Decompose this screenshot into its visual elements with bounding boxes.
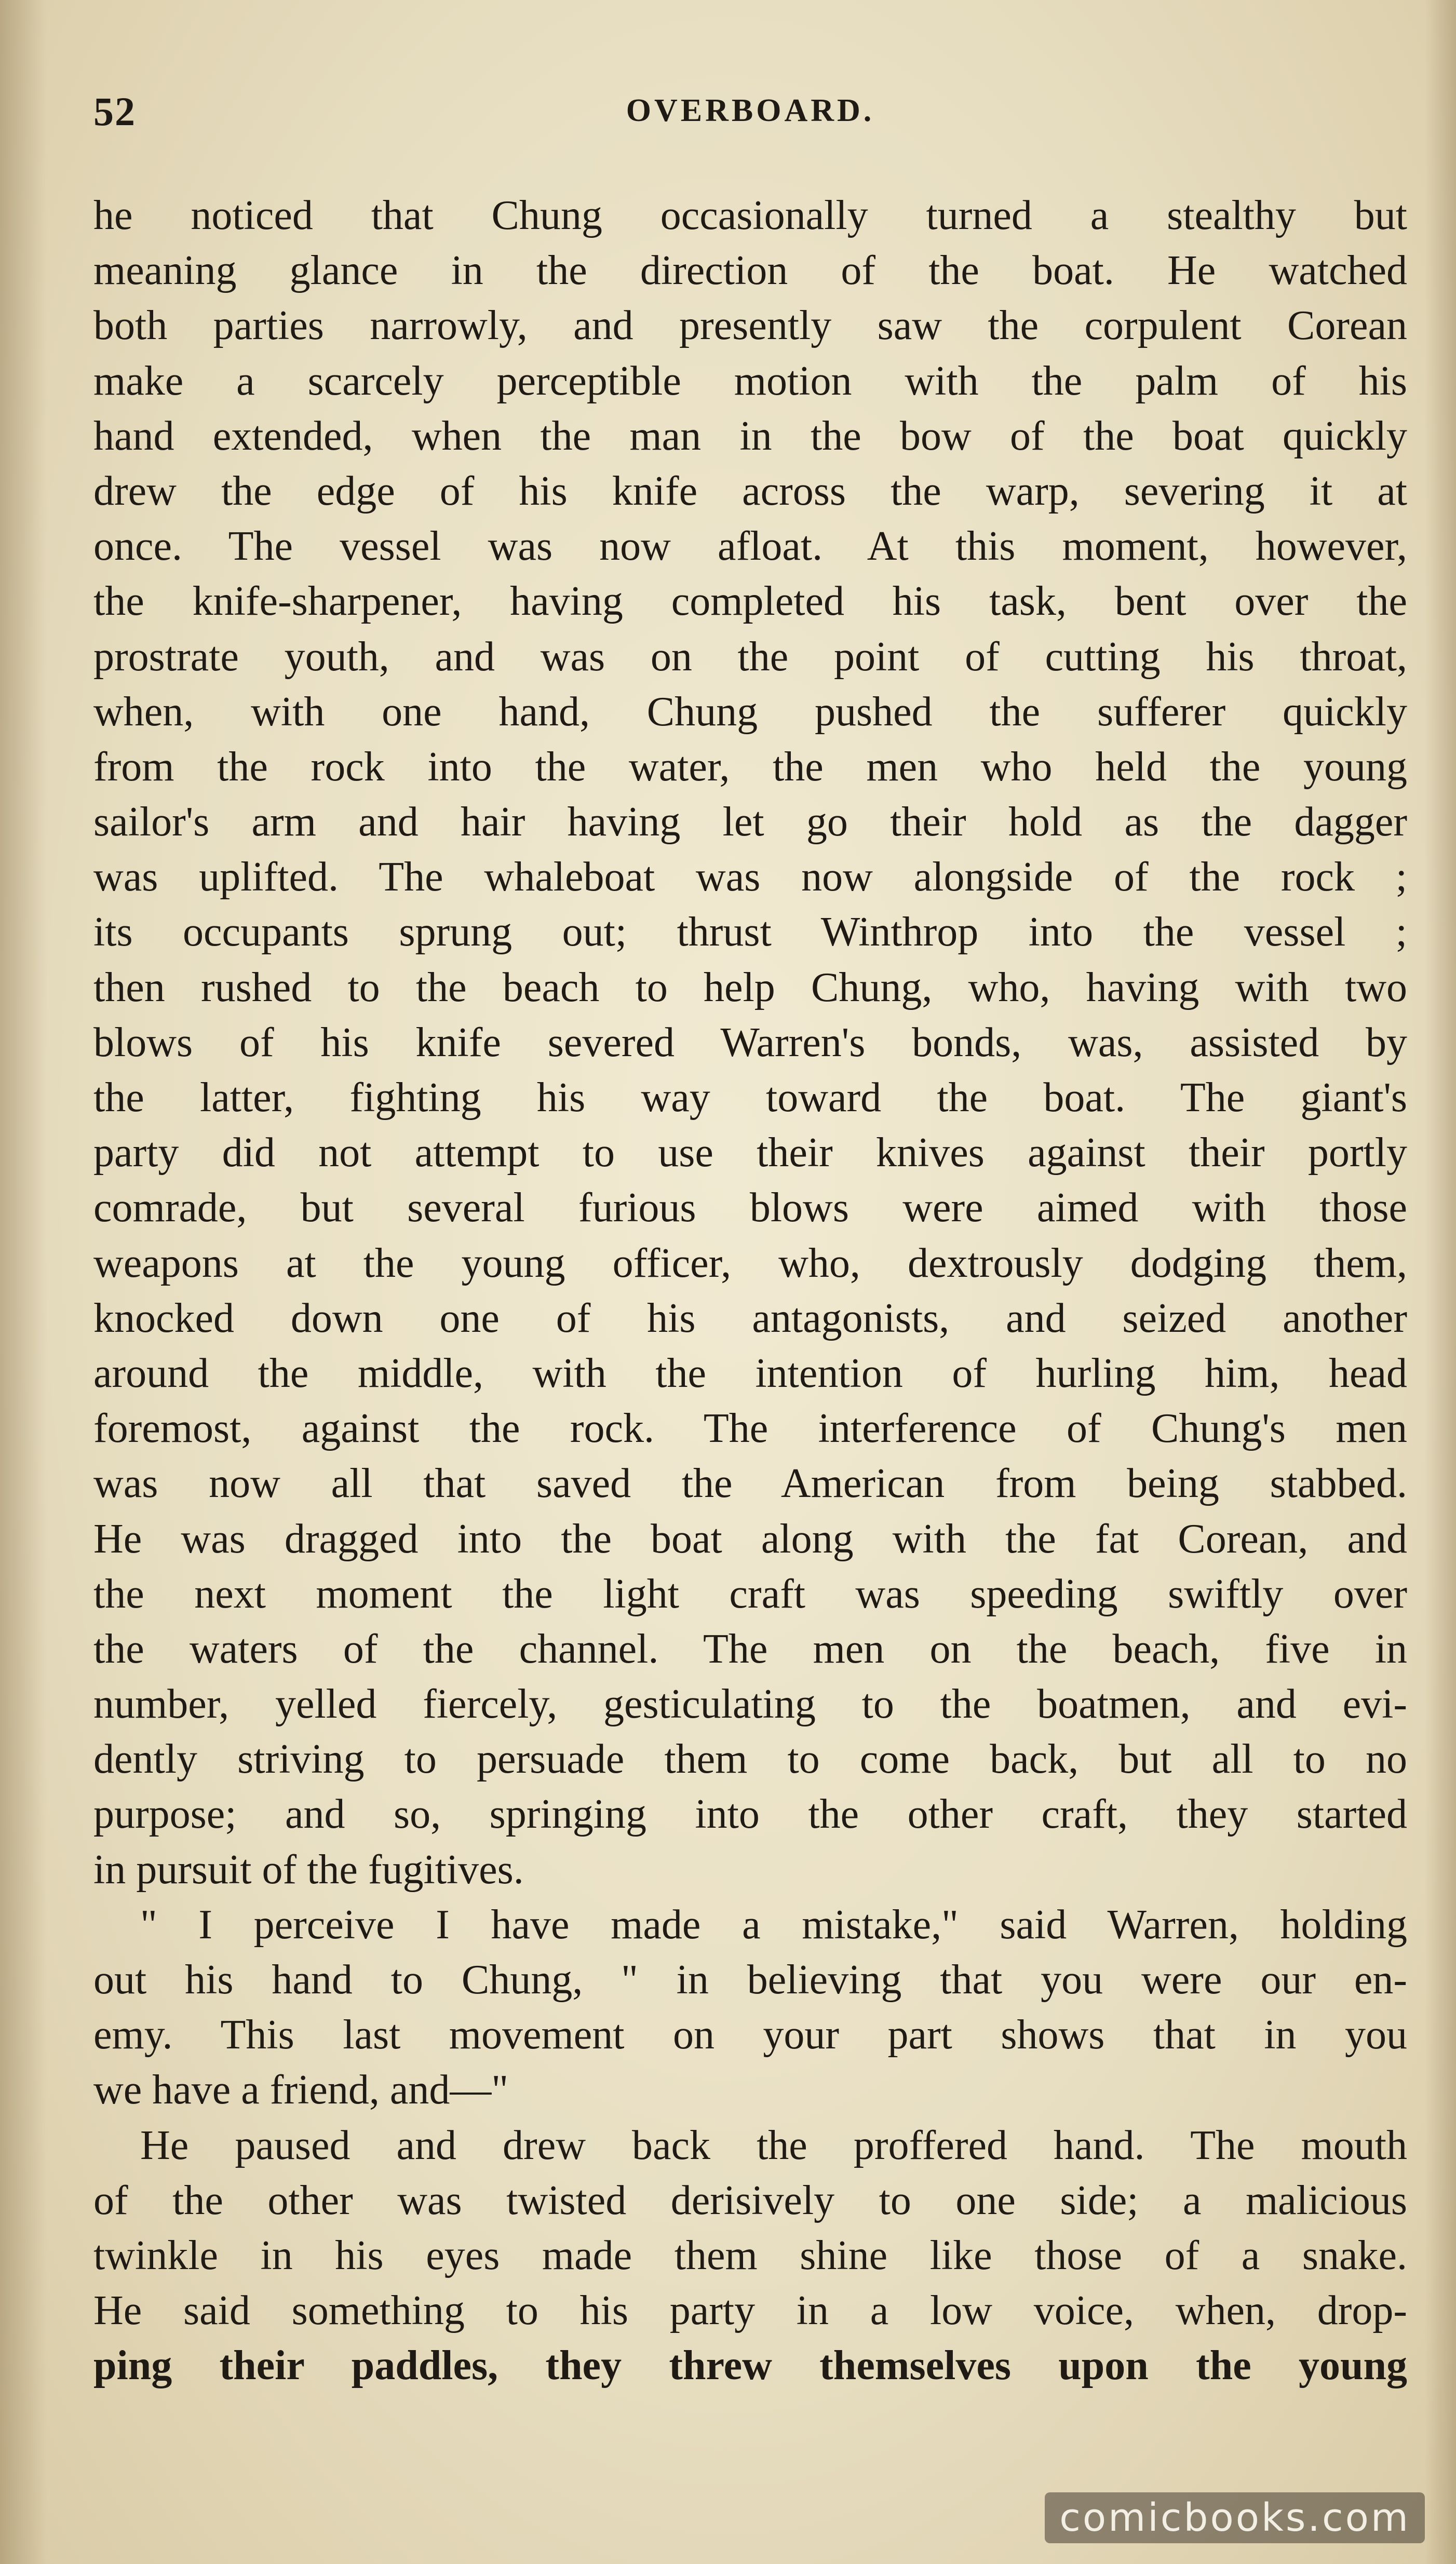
text-line: from the rock into the water, the men who held the young	[93, 744, 1407, 790]
text-line: comrade, but several furious blows were aimed with those	[93, 1185, 1407, 1231]
text-line: he noticed that Chung occasionally turned a stealthy but	[93, 193, 1407, 238]
text-line: we have a friend, and—"	[93, 2067, 508, 2113]
text-line: drew the edge of his knife across the warp, severing it at	[93, 468, 1407, 514]
body-text	[93, 188, 1407, 2394]
text-line: the waters of the channel. The men on the beach, five in	[93, 1626, 1407, 1672]
text-line: He paused and drew back the proffered hand. The mouth	[140, 2122, 1407, 2168]
text-line: once. The vessel was now afloat. At this moment, however,	[93, 523, 1407, 570]
text-line: of the other was twisted derisively to one side; a malicious	[93, 2177, 1407, 2223]
text-line: twinkle in his eyes made them shine like those of a snake.	[93, 2232, 1407, 2278]
running-head: OVERBOARD.	[626, 93, 875, 128]
text-line: weapons at the young officer, who, dextrously dodging them,	[93, 1240, 1407, 1286]
text-line: in pursuit of the fugitives.	[93, 1846, 524, 1893]
text-line: number, yelled fiercely, gesticulating to the boatmen, and evi-	[93, 1681, 1407, 1728]
text-line: foremost, against the rock. The interference of Chung's men	[93, 1406, 1407, 1452]
text-line: ping their paddles, they threw themselves upon the young	[93, 2343, 1407, 2389]
text-line: then rushed to the beach to help Chung, who, having with two	[93, 964, 1407, 1010]
text-line: the knife-sharpener, having completed his task, bent over the	[93, 578, 1407, 625]
text-line: " I perceive I have made a mistake," said Warren, holding	[140, 1901, 1407, 1948]
text-line: the latter, fighting his way toward the boat. The giant's	[93, 1075, 1407, 1121]
text-line: when, with one hand, Chung pushed the sufferer quickly	[93, 689, 1407, 735]
page-number: 52	[93, 89, 136, 134]
watermark: comicbooks.com	[1045, 2492, 1425, 2543]
text-line: both parties narrowly, and presently saw the corpulent Corean	[93, 303, 1407, 349]
text-line: sailor's arm and hair having let go their hold as the dagger	[93, 799, 1407, 845]
text-line: the next moment the light craft was speeding swiftly over	[93, 1571, 1407, 1617]
text-line: purpose; and so, springing into the other craft, they started	[93, 1791, 1407, 1838]
text-line: its occupants sprung out; thrust Winthrop into the vessel ;	[93, 909, 1407, 955]
text-line: emy. This last movement on your part shows that in you	[93, 2012, 1407, 2058]
text-line: around the middle, with the intention of hurling him, head	[93, 1350, 1407, 1396]
text-line: party did not attempt to use their knives against their portly	[93, 1130, 1407, 1176]
text-line: meaning glance in the direction of the boat. He watched	[93, 248, 1407, 294]
text-line: out his hand to Chung, " in believing that you were our en-	[93, 1957, 1407, 2003]
page-edge-shadow-left	[0, 0, 47, 2564]
text-line: He was dragged into the boat along with the fat Corean, and	[93, 1516, 1407, 1562]
text-line: prostrate youth, and was on the point of cutting his throat,	[93, 633, 1407, 680]
text-line: He said something to his party in a low voice, when, drop-	[93, 2288, 1407, 2334]
text-line: make a scarcely perceptible motion with the palm of his	[93, 358, 1407, 404]
page-header	[93, 83, 1407, 140]
text-line: knocked down one of his antagonists, and seized another	[93, 1295, 1407, 1341]
page-edge-shadow-right	[1425, 0, 1456, 2564]
text-line: dently striving to persuade them to come back, but all to no	[93, 1736, 1407, 1783]
text-line: blows of his knife severed Warren's bonds, was, assisted by	[93, 1019, 1407, 1065]
text-line: was now all that saved the American from being stabbed.	[93, 1461, 1407, 1507]
text-line: was uplifted. The whaleboat was now alongside of the rock ;	[93, 854, 1407, 900]
text-line: hand extended, when the man in the bow of the boat quickly	[93, 413, 1407, 459]
